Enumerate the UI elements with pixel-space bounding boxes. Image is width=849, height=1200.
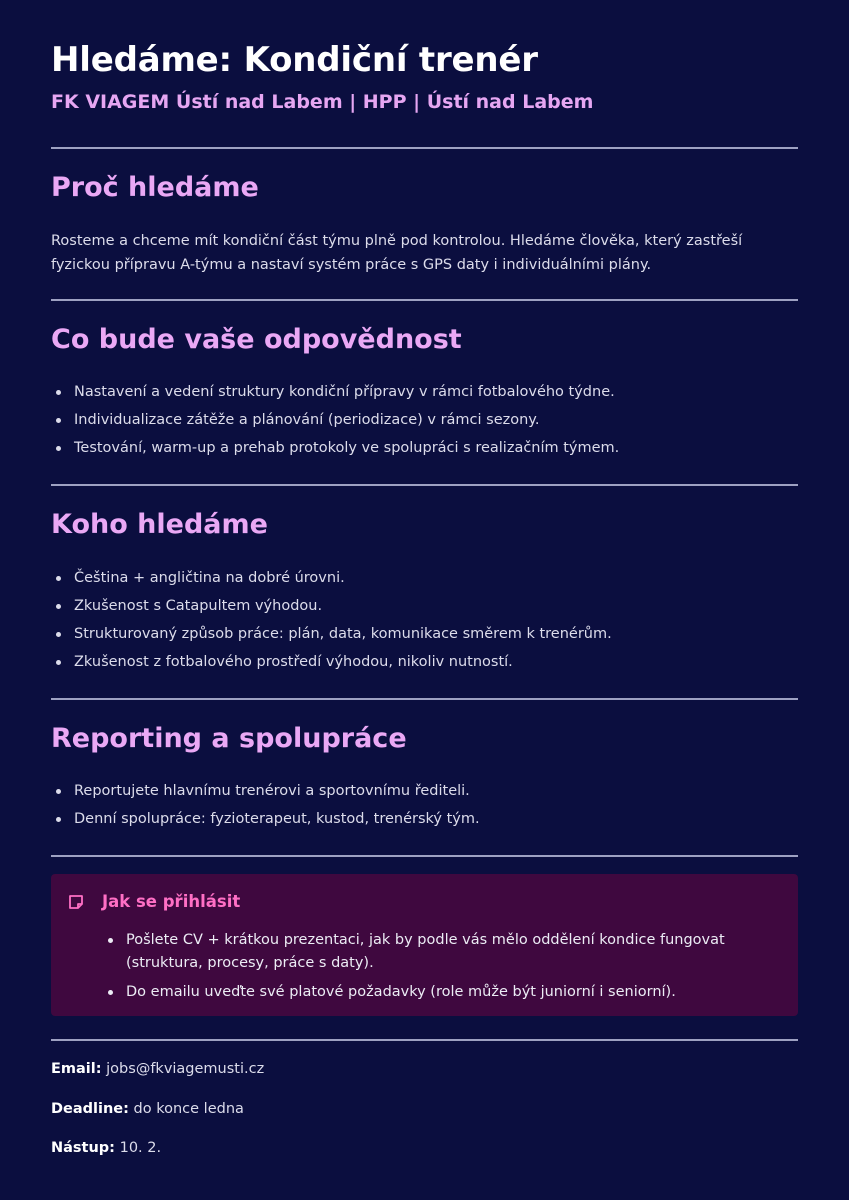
start-line xyxy=(51,1140,161,1156)
apply-title: Jak se přihlásit xyxy=(102,892,241,911)
email-value: jobs@fkviagemusti.cz xyxy=(106,1061,265,1077)
responsibility-list xyxy=(51,378,619,462)
section-title-who: Koho hledáme xyxy=(51,509,268,540)
list-item: Zkušenost s Catapultem výhodou. xyxy=(51,592,612,620)
list-item: Do emailu uveďte své platové požadavky (role může být juniorní i seniorní). xyxy=(102,981,752,1004)
reporting-list xyxy=(51,777,480,833)
list-item: Testování, warm-up a prehab protokoly ve spolupráci s realizačním týmem. xyxy=(51,434,619,462)
list-item: Reportujete hlavnímu trenérovi a sportovnímu řediteli. xyxy=(51,777,480,805)
divider xyxy=(51,1039,798,1041)
divider xyxy=(51,299,798,301)
divider xyxy=(51,484,798,486)
section-title-why: Proč hledáme xyxy=(51,172,259,203)
divider xyxy=(51,698,798,700)
apply-callout xyxy=(51,874,798,1016)
apply-list xyxy=(102,929,752,1010)
section-text-why: Rosteme a chceme mít kondiční část týmu plně pod kontrolou. Hledáme člověka, který zastřeší fyzickou přípravu A-týmu a nastaví systém práce s GPS daty i individuálními plány. xyxy=(51,233,743,273)
divider xyxy=(51,147,798,149)
who-list xyxy=(51,564,612,676)
note-icon xyxy=(68,894,84,910)
start-label: Nástup: xyxy=(51,1140,115,1156)
deadline-line xyxy=(51,1101,244,1117)
divider xyxy=(51,855,798,857)
list-item: Nastavení a vedení struktury kondiční přípravy v rámci fotbalového týdne. xyxy=(51,378,619,406)
section-title-responsibility: Co bude vaše odpovědnost xyxy=(51,324,462,355)
list-item: Zkušenost z fotbalového prostředí výhodou, nikoliv nutností. xyxy=(51,648,612,676)
page-title: Hledáme: Kondiční trenér xyxy=(51,40,538,80)
deadline-value: do konce ledna xyxy=(133,1101,244,1117)
list-item: Pošlete CV + krátkou prezentaci, jak by podle vás mělo oddělení kondice fungovat (struktura, procesy, práce s daty). xyxy=(102,929,752,975)
start-value: 10. 2. xyxy=(119,1140,162,1156)
list-item: Čeština + angličtina na dobré úrovni. xyxy=(51,564,612,592)
email-line xyxy=(51,1061,264,1077)
email-label: Email: xyxy=(51,1061,102,1077)
page-subtitle: FK VIAGEM Ústí nad Labem | HPP | Ústí nad Labem xyxy=(51,91,594,113)
list-item: Individualizace zátěže a plánování (periodizace) v rámci sezony. xyxy=(51,406,619,434)
list-item: Denní spolupráce: fyzioterapeut, kustod, trenérský tým. xyxy=(51,805,480,833)
list-item: Strukturovaný způsob práce: plán, data, komunikace směrem k trenérům. xyxy=(51,620,612,648)
section-title-reporting: Reporting a spolupráce xyxy=(51,723,407,754)
deadline-label: Deadline: xyxy=(51,1101,129,1117)
